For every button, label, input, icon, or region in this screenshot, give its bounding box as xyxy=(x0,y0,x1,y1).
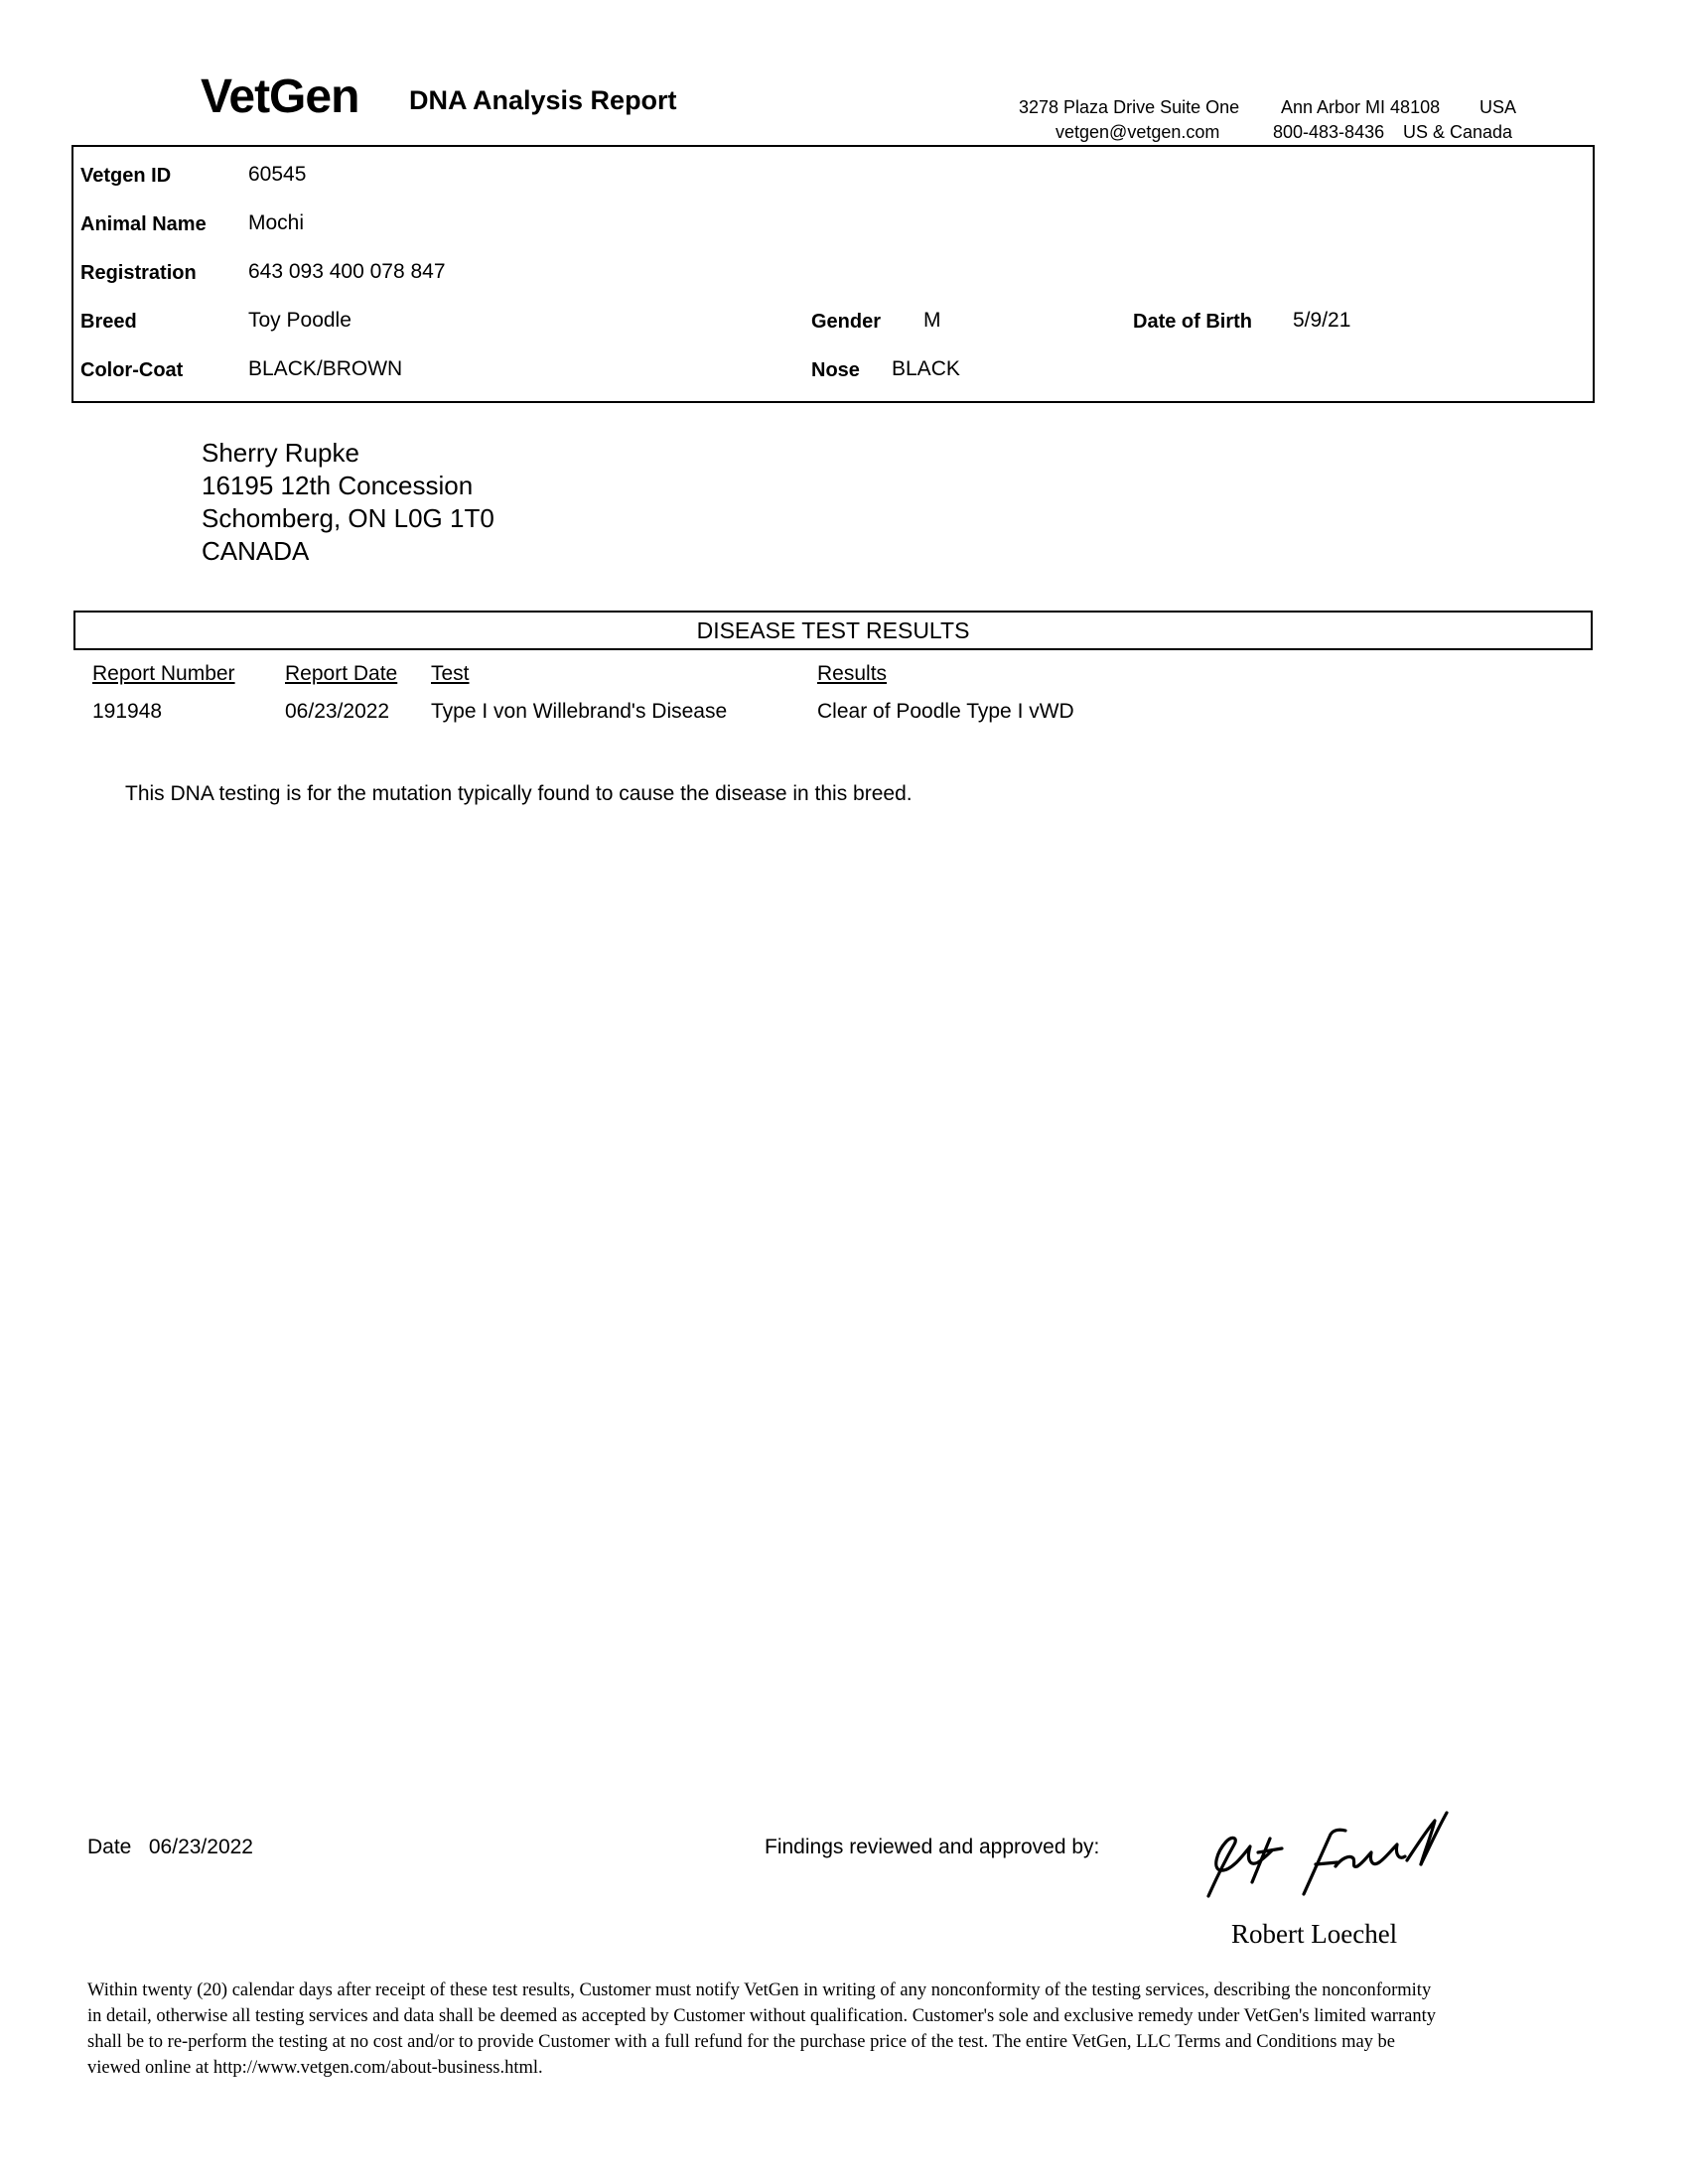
date-of-birth-label: Date of Birth xyxy=(1133,311,1252,333)
contact-phone-region: US & Canada xyxy=(1403,122,1513,142)
column-header-report-number: Report Number xyxy=(92,662,235,685)
animal-name-label: Animal Name xyxy=(80,213,207,235)
registration-label: Registration xyxy=(80,262,197,284)
report-number-cell: 191948 xyxy=(92,700,163,723)
test-cell: Type I von Willebrand's Disease xyxy=(431,700,728,723)
footer-date-value: 06/23/2022 xyxy=(148,1836,253,1858)
gender-value: M xyxy=(923,309,941,332)
nose-label: Nose xyxy=(811,359,860,381)
terms-paragraph: Within twenty (20) calendar days after receipt of these test results, Customer must notify VetGen in writing of any nonconformity of the testing services, describing the nonconformity in detail, otherwise all testing services and data shall be deemed as accepted by Customer without qualification. Customer's sole and exclusive remedy under VetGen's limited warranty shall be to re-perform the testing at no cost and/or to provide Customer with a full refund for the purchase price of the test. The entire VetGen, LLC Terms and Conditions may be viewed online at http://www.vetgen.com/about-business.html. xyxy=(87,1980,1436,2078)
gender-label: Gender xyxy=(811,311,882,333)
signature-image xyxy=(1187,1809,1475,1908)
owner-city: Schomberg, ON L0G 1T0 xyxy=(202,503,494,533)
vetgen-id-label: Vetgen ID xyxy=(80,165,172,187)
contact-email: vetgen@vetgen.com xyxy=(1055,122,1220,142)
address-city: Ann Arbor MI 48108 xyxy=(1281,97,1441,117)
animal-name-value: Mochi xyxy=(248,211,305,234)
color-coat-value: BLACK/BROWN xyxy=(248,357,403,380)
column-header-results: Results xyxy=(817,662,888,685)
address-line: 3278 Plaza Drive Suite One xyxy=(1019,97,1240,117)
result-cell: Clear of Poodle Type I vWD xyxy=(817,700,1074,723)
results-section-title: DISEASE TEST RESULTS xyxy=(696,617,970,643)
nose-value: BLACK xyxy=(892,357,960,380)
signer-name: Robert Loechel xyxy=(1231,1919,1398,1949)
owner-country: CANADA xyxy=(202,536,310,566)
date-of-birth-value: 5/9/21 xyxy=(1293,309,1351,332)
column-header-test: Test xyxy=(431,662,470,685)
breed-value: Toy Poodle xyxy=(248,309,352,332)
testing-note: This DNA testing is for the mutation typically found to cause the disease in this breed. xyxy=(125,782,913,805)
address-country: USA xyxy=(1479,97,1517,117)
column-header-report-date: Report Date xyxy=(285,662,398,685)
color-coat-label: Color-Coat xyxy=(80,359,184,381)
vetgen-id-value: 60545 xyxy=(248,163,307,186)
breed-label: Breed xyxy=(80,311,137,333)
footer-date xyxy=(87,1836,253,1859)
report-date-cell: 06/23/2022 xyxy=(285,700,390,723)
registration-value: 643 093 400 078 847 xyxy=(248,260,446,283)
results-section-header xyxy=(73,611,1593,650)
approval-text: Findings reviewed and approved by: xyxy=(765,1836,1100,1858)
footer-date-label: Date xyxy=(87,1836,132,1858)
report-title: DNA Analysis Report xyxy=(409,85,677,115)
owner-name: Sherry Rupke xyxy=(202,438,359,468)
contact-phone: 800-483-8436 xyxy=(1273,122,1385,142)
vetgen-logo: VetGen xyxy=(201,70,359,123)
owner-street: 16195 12th Concession xyxy=(202,471,474,500)
